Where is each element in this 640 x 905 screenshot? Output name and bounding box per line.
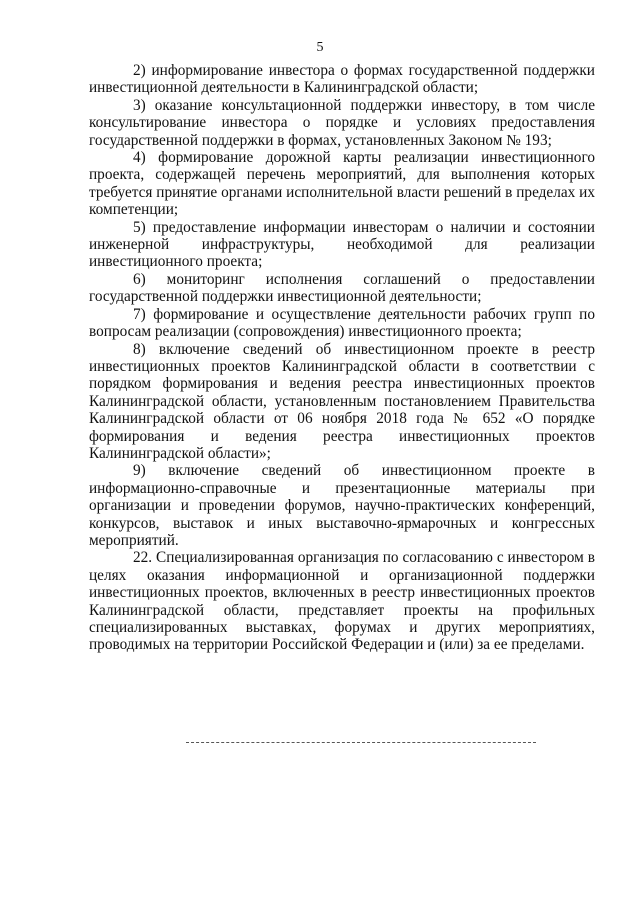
list-item-6: 6) мониторинг исполнения соглашений о предоставлении государственной поддержки инвестиционной деятельности;	[89, 270, 595, 306]
list-item-9: 9) включение сведений об инвестиционном проекте в информационно-справочные и презентационные материалы при организации и проведении форумов, научно-практических конференций, конкурсов, выставок и иных выставочно-ярмарочных и конгрессных мероприятий.	[89, 462, 595, 549]
document-body	[89, 62, 595, 654]
list-item-7: 7) формирование и осуществление деятельности рабочих групп по вопросам реализации (сопровождения) инвестиционного проекта;	[89, 305, 595, 341]
page-number: 5	[316, 40, 324, 55]
list-item-3: 3) оказание консультационной поддержки инвестору, в том числе консультирование инвестора о порядке и условиях предоставления государственной поддержки в формах, установленных Законом № 193;	[89, 96, 595, 149]
list-item-4: 4) формирование дорожной карты реализации инвестиционного проекта, содержащей перечень мероприятий, для выполнения которых требуется принятие органами исполнительной власти решений в пределах их компетенции;	[89, 149, 595, 219]
list-item-2: 2) информирование инвестора о формах государственной поддержки инвестиционной деятельности в Калининградской области;	[89, 62, 595, 97]
clause-22: 22. Специализированная организация по согласованию с инвестором в целях оказания информационной и организационной поддержки инвестиционных проектов, включенных в реестр инвестиционных проектов Калининградской области, представляет проекты на профильных специализированных выставках, форумах и других мероприятиях, проводимых на территории Российской Федерации и (или) за ее пределами.	[89, 549, 595, 654]
list-item-5: 5) предоставление информации инвесторам о наличии и состоянии инженерной инфраструктуры, необходимой для реализации инвестиционного проекта;	[89, 218, 595, 271]
list-item-8: 8) включение сведений об инвестиционном проекте в реестр инвестиционных проектов Калининградской области в соответствии с порядком формирования и ведения реестра инвестиционных проектов Калининградской области, установленным постановлением Правительства Калининградской области от 06 ноября 2018 года № 652 «О порядке формирования и ведения реестра инвестиционных проектов Калининградской области»;	[89, 340, 595, 462]
end-separator-line	[186, 742, 536, 743]
